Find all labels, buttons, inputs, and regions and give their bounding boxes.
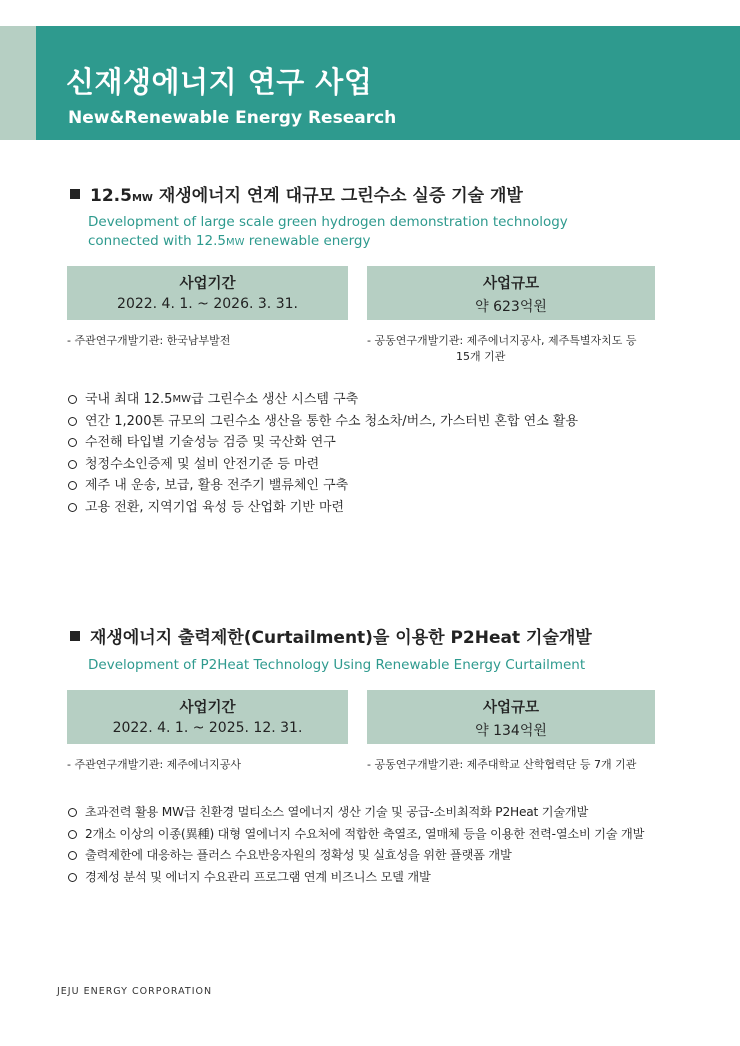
page-title: 신재생에너지 연구 사업	[66, 65, 373, 99]
scale-box	[367, 690, 655, 744]
lead-org: - 주관연구개발기관: 한국남부발전	[67, 334, 231, 347]
project-1-bullets	[68, 389, 578, 518]
circle-bullet-icon	[68, 438, 77, 447]
list-item: 청정수소인증제 및 설비 안전기준 등 마련	[68, 454, 578, 476]
scale-box	[367, 266, 655, 320]
circle-bullet-icon	[68, 503, 77, 512]
circle-bullet-icon	[68, 808, 77, 817]
circle-bullet-icon	[68, 873, 77, 882]
scale-value: 약 134억원	[475, 723, 547, 739]
scale-label: 사업규모	[482, 276, 540, 292]
period-box	[67, 266, 348, 320]
list-item: 수전해 타입별 기술성능 검증 및 국산화 연구	[68, 432, 578, 454]
circle-bullet-icon	[68, 395, 77, 404]
header-accent-bar	[0, 26, 36, 140]
list-item: 고용 전환, 지역기업 육성 등 산업화 기반 마련	[68, 497, 578, 519]
period-box	[67, 690, 348, 744]
list-item: 경제성 분석 및 에너지 수요관리 프로그램 연계 비즈니스 모델 개발	[68, 867, 644, 889]
project-1-title: 12.5MW 재생에너지 연계 대규모 그린수소 실증 기술 개발	[70, 181, 523, 206]
list-item: 출력제한에 대응하는 플러스 수요반응자원의 정확성 및 실효성을 위한 플랫폼 개발	[68, 845, 644, 867]
list-item: 초과전력 활용 MW급 친환경 멀티소스 열에너지 생산 기술 및 공급-소비최적화 P2Heat 기술개발	[68, 802, 644, 824]
project-2-bullets	[68, 802, 644, 888]
partner-org: - 공동연구개발기관: 제주대학교 산학협력단 등 7개 기관	[367, 758, 637, 771]
lead-org: - 주관연구개발기관: 제주에너지공사	[67, 758, 242, 771]
project-2-title: 재생에너지 출력제한(Curtailment)을 이용한 P2Heat 기술개발	[70, 623, 592, 648]
scale-label: 사업규모	[482, 700, 540, 716]
period-value: 2022. 4. 1. ~ 2026. 3. 31.	[117, 296, 298, 312]
project-2-english-title: Development of P2Heat Technology Using Renewable Energy Curtailment	[88, 657, 586, 673]
project-1-english-title: Development of large scale green hydrogen demonstration technology connected with 12.5MW renewable energy	[88, 214, 568, 249]
list-item: 연간 1,200톤 규모의 그린수소 생산을 통한 수소 청소차/버스, 가스터빈 혼합 연소 활용	[68, 411, 578, 433]
list-item: 2개소 이상의 이종(異種) 대형 열에너지 수요처에 적합한 축열조, 열매체 등을 이용한 전력-열소비 기술 개발	[68, 824, 644, 846]
circle-bullet-icon	[68, 830, 77, 839]
period-label: 사업기간	[179, 700, 236, 716]
list-item: 제주 내 운송, 보급, 활용 전주기 밸류체인 구축	[68, 475, 578, 497]
square-bullet-icon	[70, 189, 80, 199]
partner-org: - 공동연구개발기관: 제주에너지공사, 제주특별자치도 등 15개 기관	[367, 334, 637, 363]
circle-bullet-icon	[68, 851, 77, 860]
circle-bullet-icon	[68, 460, 77, 469]
circle-bullet-icon	[68, 481, 77, 490]
square-bullet-icon	[70, 631, 80, 641]
page-subtitle: New&Renewable Energy Research	[68, 108, 397, 128]
period-value: 2022. 4. 1. ~ 2025. 12. 31.	[112, 720, 303, 736]
list-item: 국내 최대 12.5 MW 급 그린수소 생산 시스템 구축	[68, 389, 578, 411]
circle-bullet-icon	[68, 417, 77, 426]
scale-value: 약 623억원	[475, 299, 547, 315]
period-label: 사업기간	[179, 276, 236, 292]
footer-corporation: JEJU ENERGY CORPORATION	[57, 986, 213, 997]
